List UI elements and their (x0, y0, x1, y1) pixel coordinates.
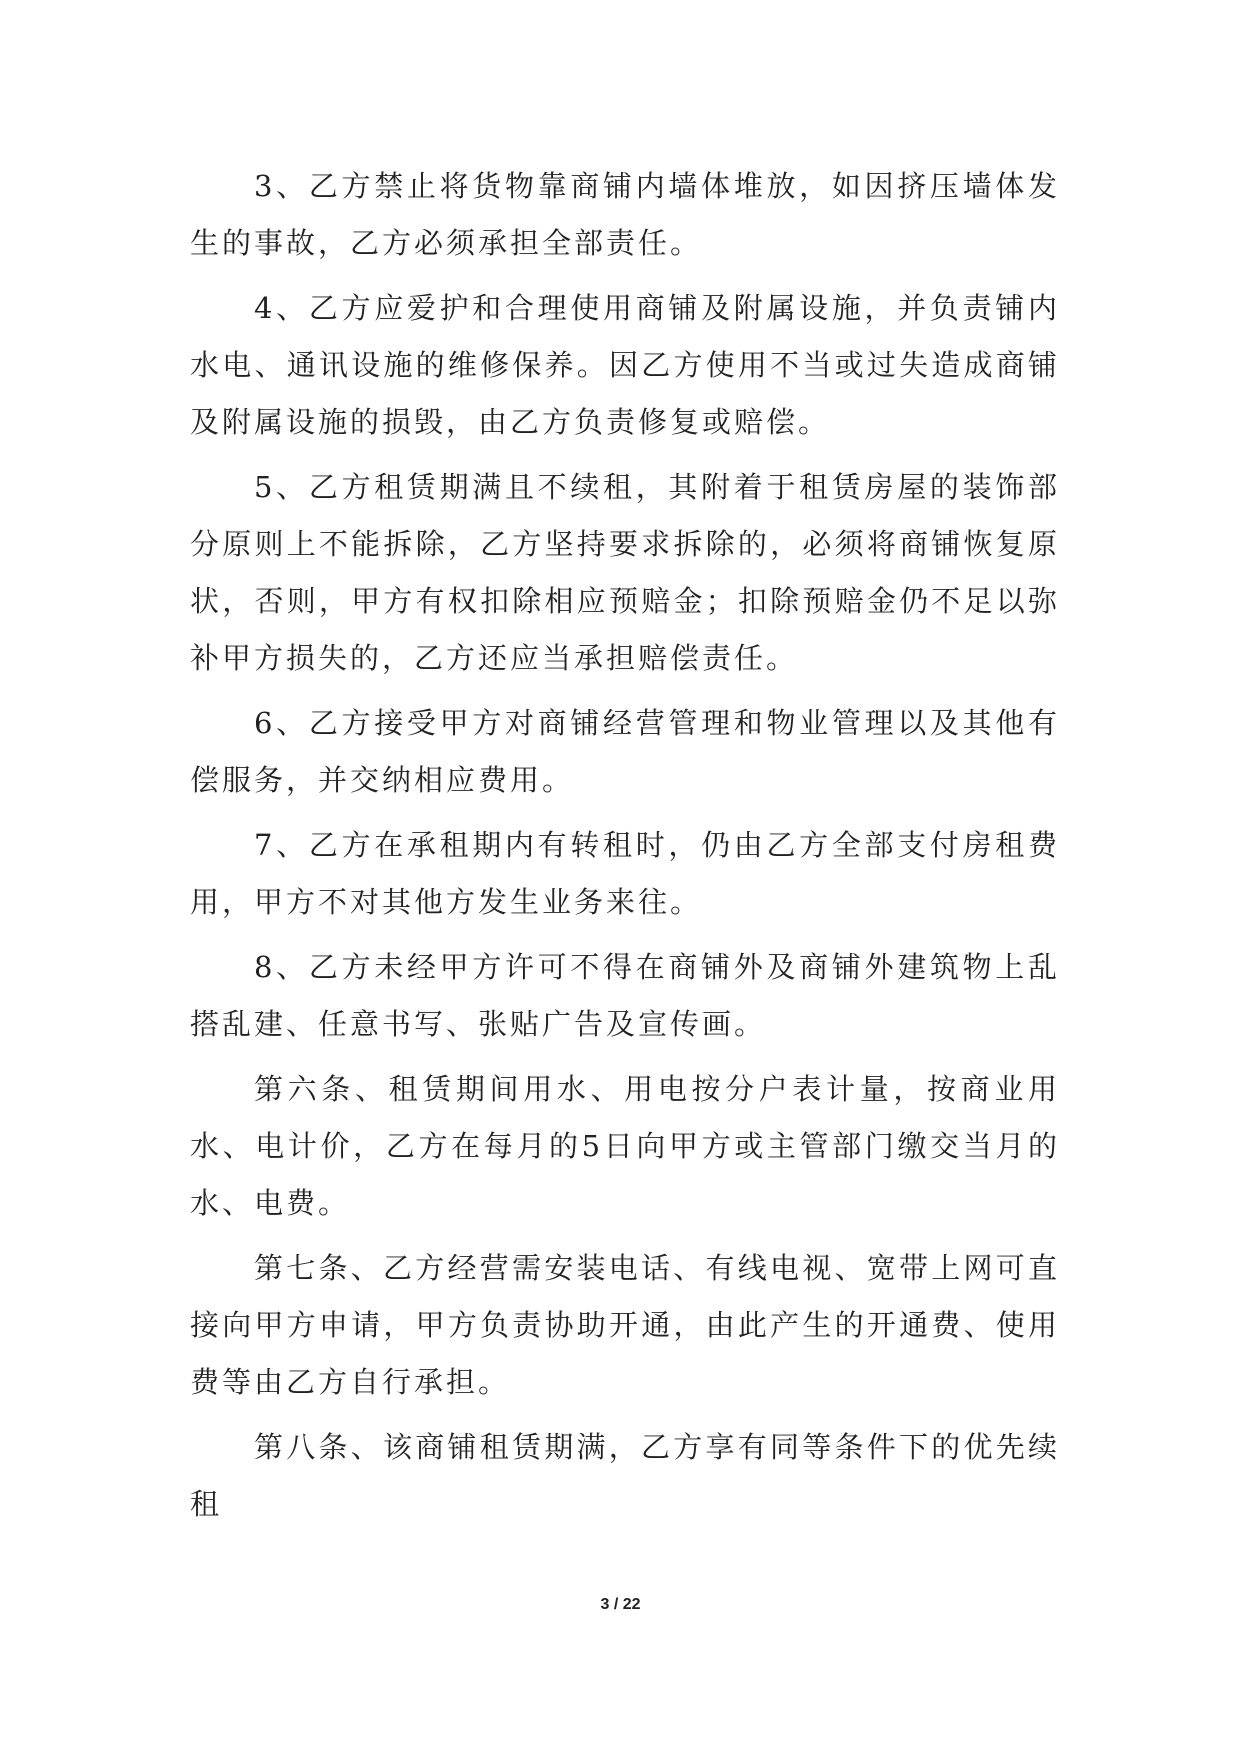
clause-paragraph: 3、乙方禁止将货物靠商铺内墙体堆放，如因挤压墙体发生的事故，乙方必须承担全部责任。 (190, 169, 1060, 260)
clause-paragraph: 5、乙方租赁期满且不续租，其附着于租赁房屋的装饰部分原则上不能拆除，乙方坚持要求拆除的，必须将商铺恢复原状，否则，甲方有权扣除相应预赔金；扣除预赔金仍不足以弥补甲方损失的，乙方还应当承担赔偿责任。 (190, 470, 1060, 675)
clause-paragraph: 4、乙方应爱护和合理使用商铺及附属设施，并负责铺内水电、通讯设施的维修保养。因乙方使用不当或过失造成商铺及附属设施的损毁，由乙方负责修复或赔偿。 (190, 291, 1060, 439)
article-paragraph: 第七条、乙方经营需安装电话、有线电视、宽带上网可直接向甲方申请，甲方负责协助开通，由此产生的开通费、使用费等由乙方自行承担。 (190, 1251, 1060, 1399)
article-paragraph: 第六条、租赁期间用水、用电按分户表计量，按商业用水、电计价，乙方在每月的5日向甲方或主管部门缴交当月的水、电费。 (190, 1072, 1060, 1220)
document-body (190, 158, 1060, 1541)
article-paragraph: 第八条、该商铺租赁期满，乙方享有同等条件下的优先续租 (190, 1430, 1060, 1521)
clause-paragraph: 7、乙方在承租期内有转租时，仍由乙方全部支付房租费用，甲方不对其他方发生业务来往。 (190, 828, 1060, 919)
clause-paragraph: 6、乙方接受甲方对商铺经营管理和物业管理以及其他有偿服务，并交纳相应费用。 (190, 706, 1060, 797)
clause-paragraph: 8、乙方未经甲方许可不得在商铺外及商铺外建筑物上乱搭乱建、任意书写、张贴广告及宣传画。 (190, 950, 1060, 1041)
page-number: 3 / 22 (600, 1596, 641, 1613)
